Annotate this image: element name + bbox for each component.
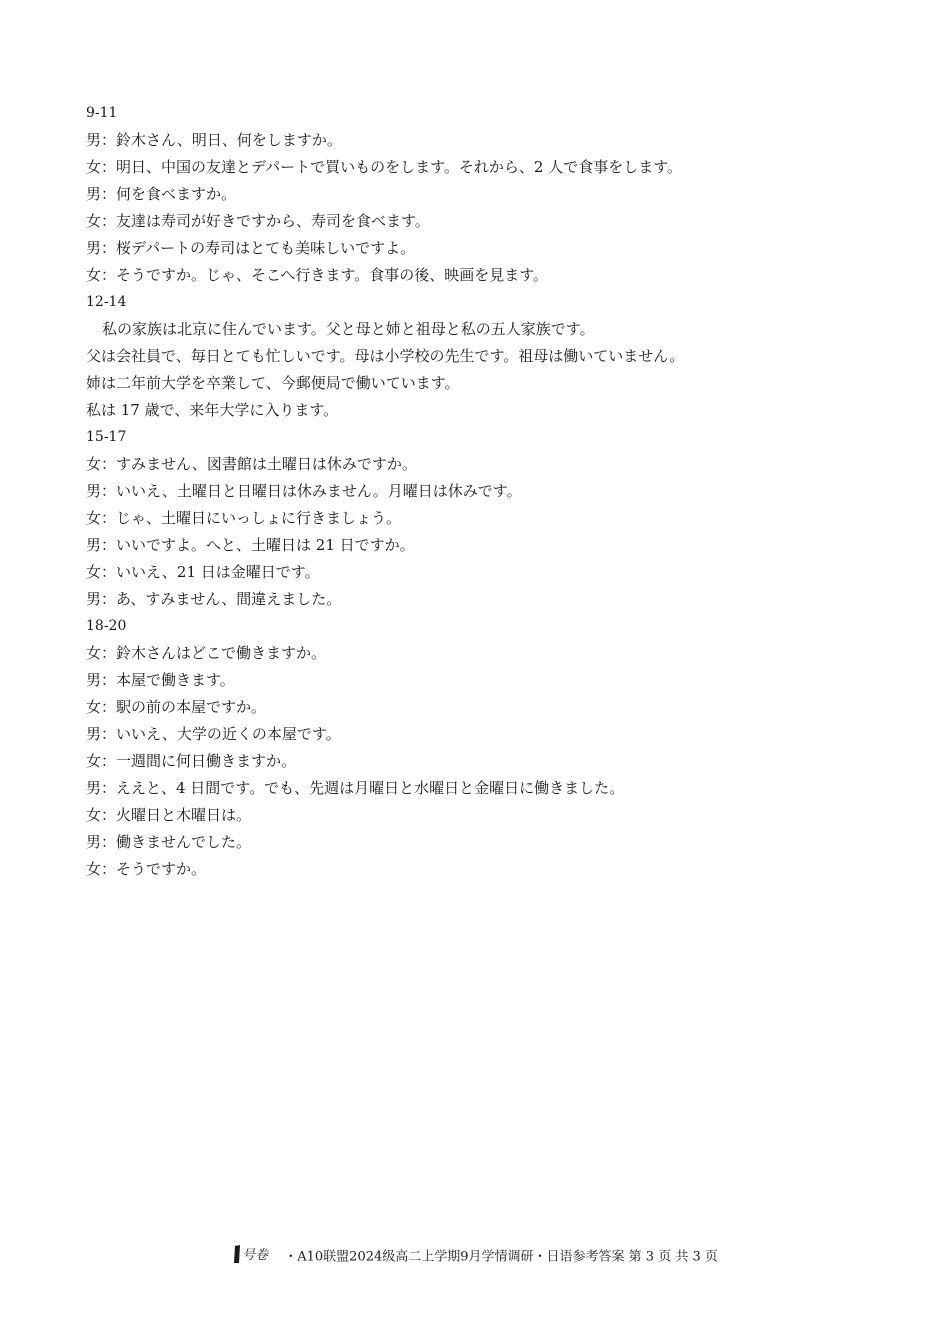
dialogue-line: 女：そうですか。じゃ、そこへ行きます。食事の後、映画を見ます。 [86, 266, 549, 284]
dialogue-line: 男：いいですよ。へと、土曜日は 21 日ですか。 [86, 536, 415, 554]
document-body [86, 100, 886, 883]
section-12-14 [86, 289, 886, 424]
dialogue-line: 女：一週間に何日働きますか。 [86, 752, 297, 770]
section-18-20 [86, 613, 886, 883]
paragraph-line: 私は 17 歳で、来年大学に入ります。 [86, 401, 339, 419]
dialogue-line: 男：いいえ、大学の近くの本屋です。 [86, 725, 341, 743]
section-label: 18-20 [86, 618, 127, 634]
section-label: 12-14 [86, 294, 127, 310]
dialogue-line: 男：何を食べますか。 [86, 185, 237, 203]
dialogue-line: 女：明日、中国の友達とデパートで買いものをします。それから、2 人で食事をします。 [86, 158, 683, 176]
dialogue-line: 女：すみません、図書館は土曜日は休みですか。 [86, 455, 417, 473]
dialogue-line: 女：そうですか。 [86, 860, 207, 878]
dialogue-line: 女：友達は寿司が好きですから、寿司を食べます。 [86, 212, 430, 230]
footer-text: ・A10联盟2024级高二上学期9月学情调研・日语参考答案 第 3 页 共 3 页 [284, 1249, 718, 1265]
paragraph-line: 父は会社員で、毎日とても忙しいです。母は小学校の先生です。祖母は働いていません。 [86, 347, 685, 365]
dialogue-line: 男：鈴木さん、明日、何をしますか。 [86, 131, 342, 149]
dialogue-line: 男：ええと、4 日間です。でも、先週は月曜日と水曜日と金曜日に働きました。 [86, 779, 625, 797]
dialogue-line: 男：いいえ、土曜日と日曜日は休みません。月曜日は休みです。 [86, 482, 522, 500]
page-footer [0, 1244, 950, 1271]
dialogue-line: 男：本屋で働きます。 [86, 671, 235, 689]
dialogue-line: 女：火曜日と木曜日は。 [86, 806, 252, 824]
section-label: 15-17 [86, 429, 127, 445]
dialogue-line: 男：あ、すみません、間違えました。 [86, 590, 342, 608]
section-9-11 [86, 100, 886, 289]
section-15-17 [86, 424, 886, 613]
paragraph-line: 姉は二年前大学を卒業して、今郵便局で働いています。 [86, 374, 460, 392]
svg-text:号卷: 号卷 [242, 1248, 269, 1263]
dialogue-line: 女：駅の前の本屋ですか。 [86, 698, 267, 716]
dialogue-line: 女：いいえ、21 日は金曜日です。 [86, 563, 320, 581]
dialogue-line: 男：働きませんでした。 [86, 833, 252, 851]
paragraph-line: 私の家族は北京に住んでいます。父と母と姉と祖母と私の五人家族です。 [102, 320, 595, 338]
dialogue-line: 女：じゃ、土曜日にいっしょに行きましょう。 [86, 509, 402, 527]
brand-logo [232, 1244, 276, 1271]
section-label: 9-11 [86, 105, 118, 121]
dialogue-line: 男：桜デパートの寿司はとても美味しいですよ。 [86, 239, 416, 257]
dialogue-line: 女：鈴木さんはどこで働きますか。 [86, 644, 327, 662]
